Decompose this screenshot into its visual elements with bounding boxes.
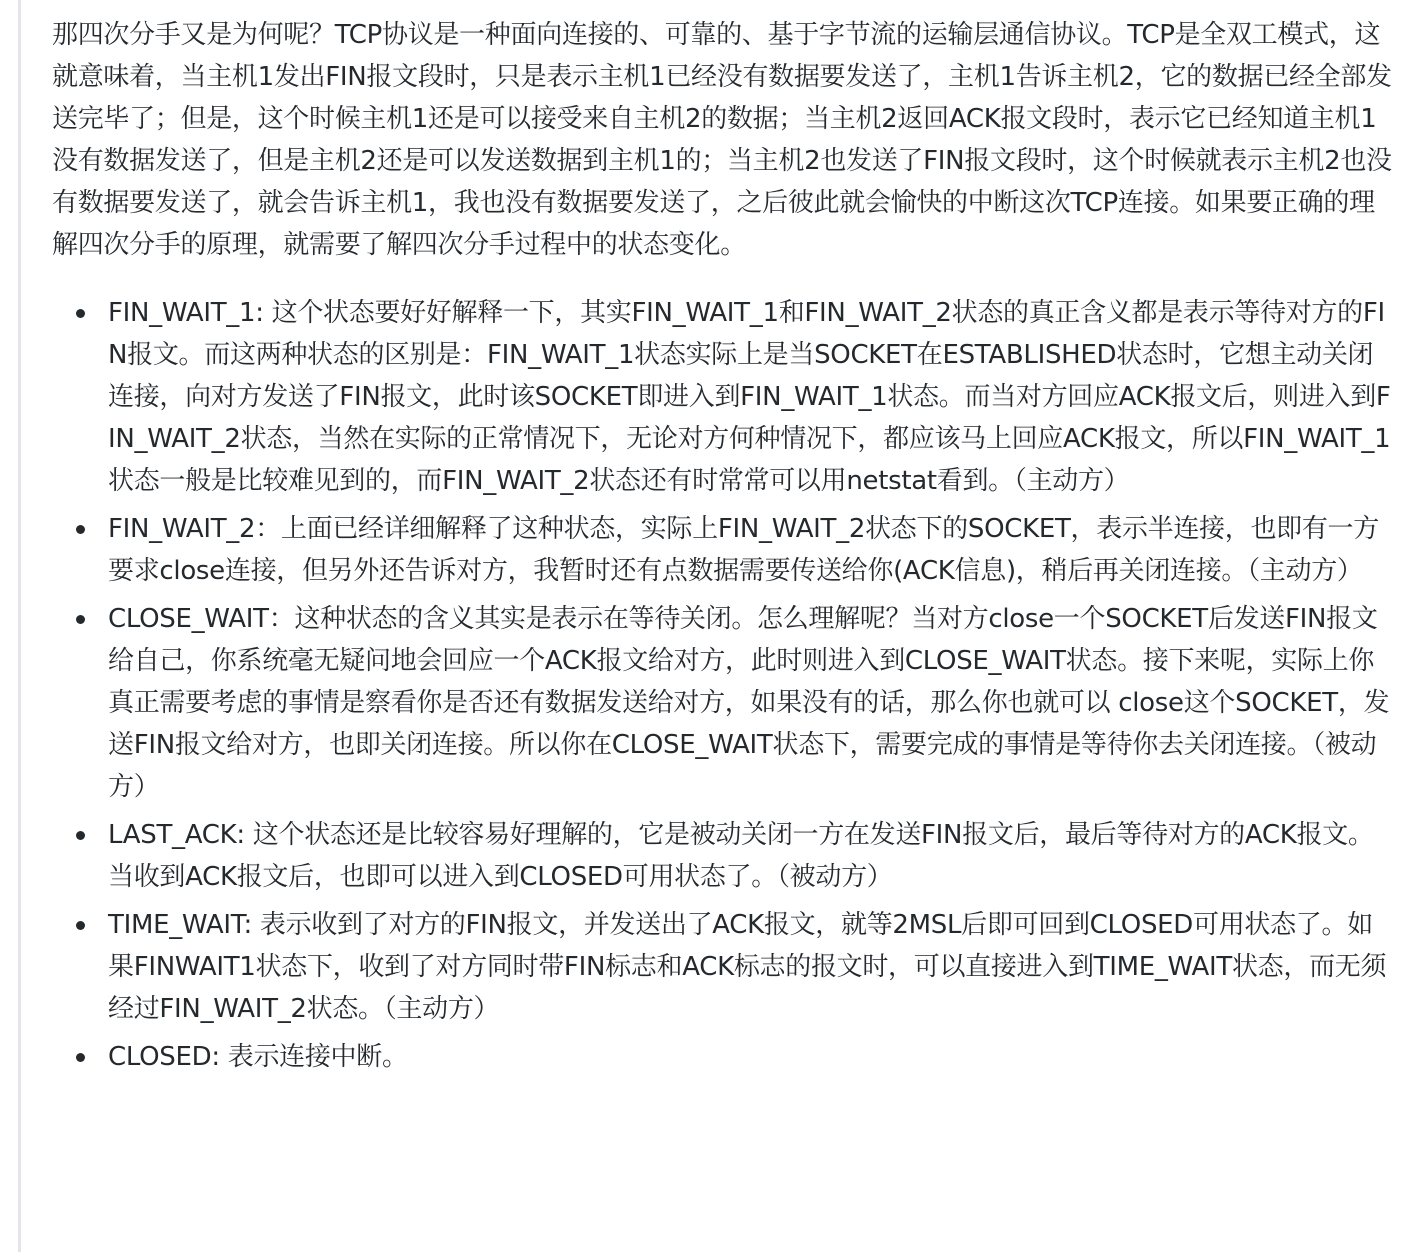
article-body: [52, 14, 1392, 1084]
list-item-text: LAST_ACK: 这个状态还是比较容易好理解的，它是被动关闭一方在发送FIN报文后，最后等待对方的ACK报文。当收到ACK报文后，也即可以进入到CLOSED可用状态了。（被动方）: [108, 820, 1374, 892]
blockquote-left-border: [18, 0, 21, 1252]
intro-paragraph: 那四次分手又是为何呢？TCP协议是一种面向连接的、可靠的、基于字节流的运输层通信协议。TCP是全双工模式，这就意味着，当主机1发出FIN报文段时，只是表示主机1已经没有数据要发送了，主机1告诉主机2，它的数据已经全部发送完毕了；但是，这个时候主机1还是可以接受来自主机2的数据；当主机2返回ACK报文段时，表示它已经知道主机1没有数据发送了，但是主机2还是可以发送数据到主机1的；当主机2也发送了FIN报文段时，这个时候就表示主机2也没有数据要发送了，就会告诉主机1，我也没有数据要发送了，之后彼此就会愉快的中断这次TCP连接。如果要正确的理解四次分手的原理，就需要了解四次分手过程中的状态变化。: [52, 20, 1392, 260]
list-item-text: CLOSED: 表示连接中断。: [108, 1042, 408, 1072]
list-item-fin-wait-1: [108, 292, 1392, 502]
bullet-icon: [76, 309, 85, 318]
state-list: [52, 292, 1392, 1078]
list-item-text: CLOSE_WAIT：这种状态的含义其实是表示在等待关闭。怎么理解呢？当对方close一个SOCKET后发送FIN报文给自己，你系统毫无疑问地会回应一个ACK报文给对方，此时则进入到CLOSE_WAIT状态。接下来呢，实际上你真正需要考虑的事情是察看你是否还有数据发送给对方，如果没有的话，那么你也就可以 close这个SOCKET，发送FIN报文给对方，也即关闭连接。所以你在CLOSE_WAIT状态下，需要完成的事情是等待你去关闭连接。（被动方）: [108, 604, 1390, 802]
list-item-text: TIME_WAIT: 表示收到了对方的FIN报文，并发送出了ACK报文，就等2MSL后即可回到CLOSED可用状态了。如果FINWAIT1状态下，收到了对方同时带FIN标志和ACK标志的报文时，可以直接进入到TIME_WAIT状态，而无须经过FIN_WAIT_2状态。（主动方）: [108, 910, 1387, 1024]
list-item-text: FIN_WAIT_1: 这个状态要好好解释一下，其实FIN_WAIT_1和FIN_WAIT_2状态的真正含义都是表示等待对方的FIN报文。而这两种状态的区别是：FIN_WAIT_1状态实际上是当SOCKET在ESTABLISHED状态时，它想主动关闭连接，向对方发送了FIN报文，此时该SOCKET即进入到FIN_WAIT_1状态。而当对方回应ACK报文后，则进入到FIN_WAIT_2状态，当然在实际的正常情况下，无论对方何种情况下，都应该马上回应ACK报文，所以FIN_WAIT_1状态一般是比较难见到的，而FIN_WAIT_2状态还有时常常可以用netstat看到。（主动方）: [108, 298, 1391, 496]
list-item-fin-wait-2: [108, 508, 1392, 592]
list-item-last-ack: [108, 814, 1392, 898]
list-item-text: FIN_WAIT_2：上面已经详细解释了这种状态，实际上FIN_WAIT_2状态下的SOCKET，表示半连接，也即有一方要求close连接，但另外还告诉对方，我暂时还有点数据需要传送给你(ACK信息)，稍后再关闭连接。（主动方）: [108, 514, 1379, 586]
bullet-icon: [76, 615, 85, 624]
list-item-closed: [108, 1036, 1392, 1078]
list-item-close-wait: [108, 598, 1392, 808]
bullet-icon: [76, 831, 85, 840]
bullet-icon: [76, 1053, 85, 1062]
bullet-icon: [76, 921, 85, 930]
list-item-time-wait: [108, 904, 1392, 1030]
bullet-icon: [76, 525, 85, 534]
